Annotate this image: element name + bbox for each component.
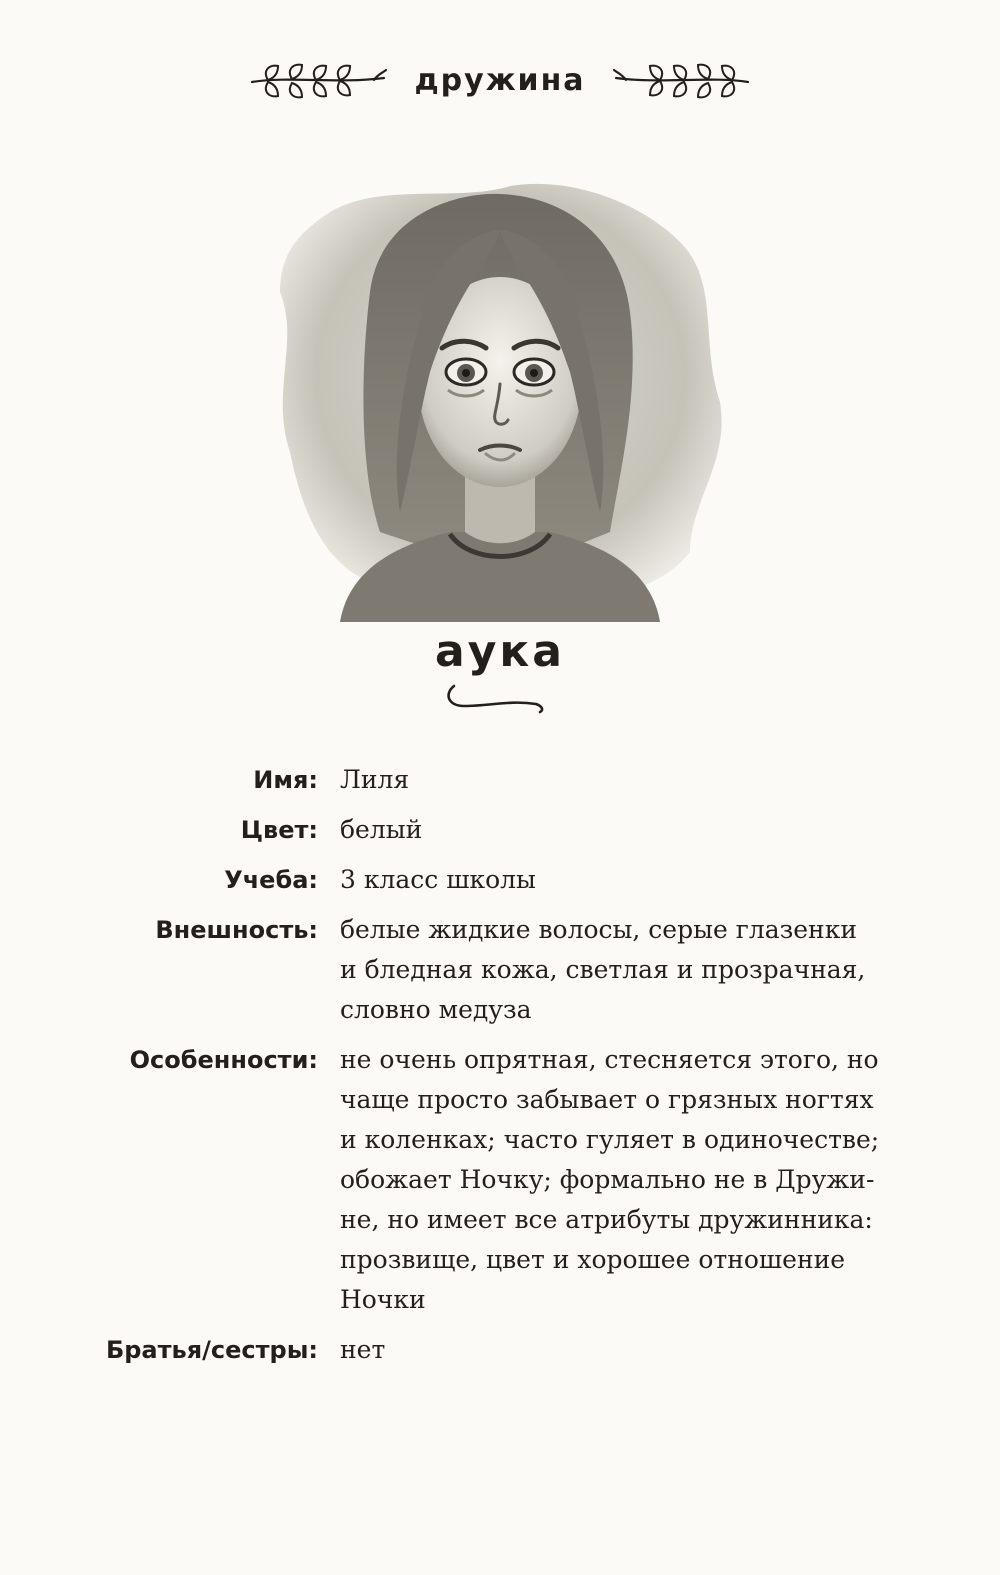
profile-value-line: 3 класс школы — [340, 865, 536, 894]
laurel-branch-icon — [248, 58, 388, 102]
profile-value — [340, 810, 880, 850]
profile-value-line: и коленках; часто гуляет в одиночестве; — [340, 1125, 880, 1154]
profile-value-line: прозвище, цвет и хорошее отношение — [340, 1245, 846, 1274]
character-profile — [0, 760, 1000, 1380]
profile-label: Особенности: — [129, 1046, 318, 1074]
laurel-branch-icon — [612, 58, 752, 102]
profile-label: Цвет: — [240, 816, 318, 844]
profile-value — [340, 760, 880, 800]
profile-value — [340, 910, 880, 1030]
profile-value-line: белые жидкие волосы, серые глазенки — [340, 915, 858, 944]
profile-value — [340, 1330, 880, 1370]
profile-row-study — [0, 860, 1000, 900]
profile-value-line: и бледная кожа, светлая и прозрачная, — [340, 955, 866, 984]
profile-label: Внешность: — [155, 916, 318, 944]
profile-value-line: не, но имеет все атрибуты дружинника: — [340, 1205, 873, 1234]
profile-value-line: чаще просто забывает о грязных ногтях — [340, 1085, 874, 1114]
profile-value — [340, 860, 880, 900]
profile-value — [340, 1040, 880, 1320]
profile-row-siblings — [0, 1330, 1000, 1370]
profile-label: Братья/сестры: — [105, 1336, 318, 1364]
profile-row-appearance — [0, 910, 1000, 1030]
profile-value-line: Ночки — [340, 1285, 426, 1314]
profile-label: Учеба: — [224, 866, 318, 894]
character-nickname: аука — [435, 626, 565, 677]
profile-value-line: Лиля — [340, 765, 410, 794]
profile-label: Имя: — [253, 766, 318, 794]
profile-value-line: обожает Ночку; формально не в Дружи- — [340, 1165, 875, 1194]
swash-ornament — [440, 680, 550, 714]
profile-row-color — [0, 810, 1000, 850]
profile-value-line: нет — [340, 1335, 386, 1364]
profile-value-line: не очень опрятная, стесняется этого, но — [340, 1045, 879, 1074]
chapter-header — [0, 48, 1000, 112]
profile-value-line: белый — [340, 815, 423, 844]
portrait-illustration — [260, 172, 740, 622]
profile-row-name — [0, 760, 1000, 800]
profile-row-features — [0, 1040, 1000, 1320]
profile-value-line: словно медуза — [340, 995, 532, 1024]
chapter-title: дружина — [414, 62, 586, 98]
